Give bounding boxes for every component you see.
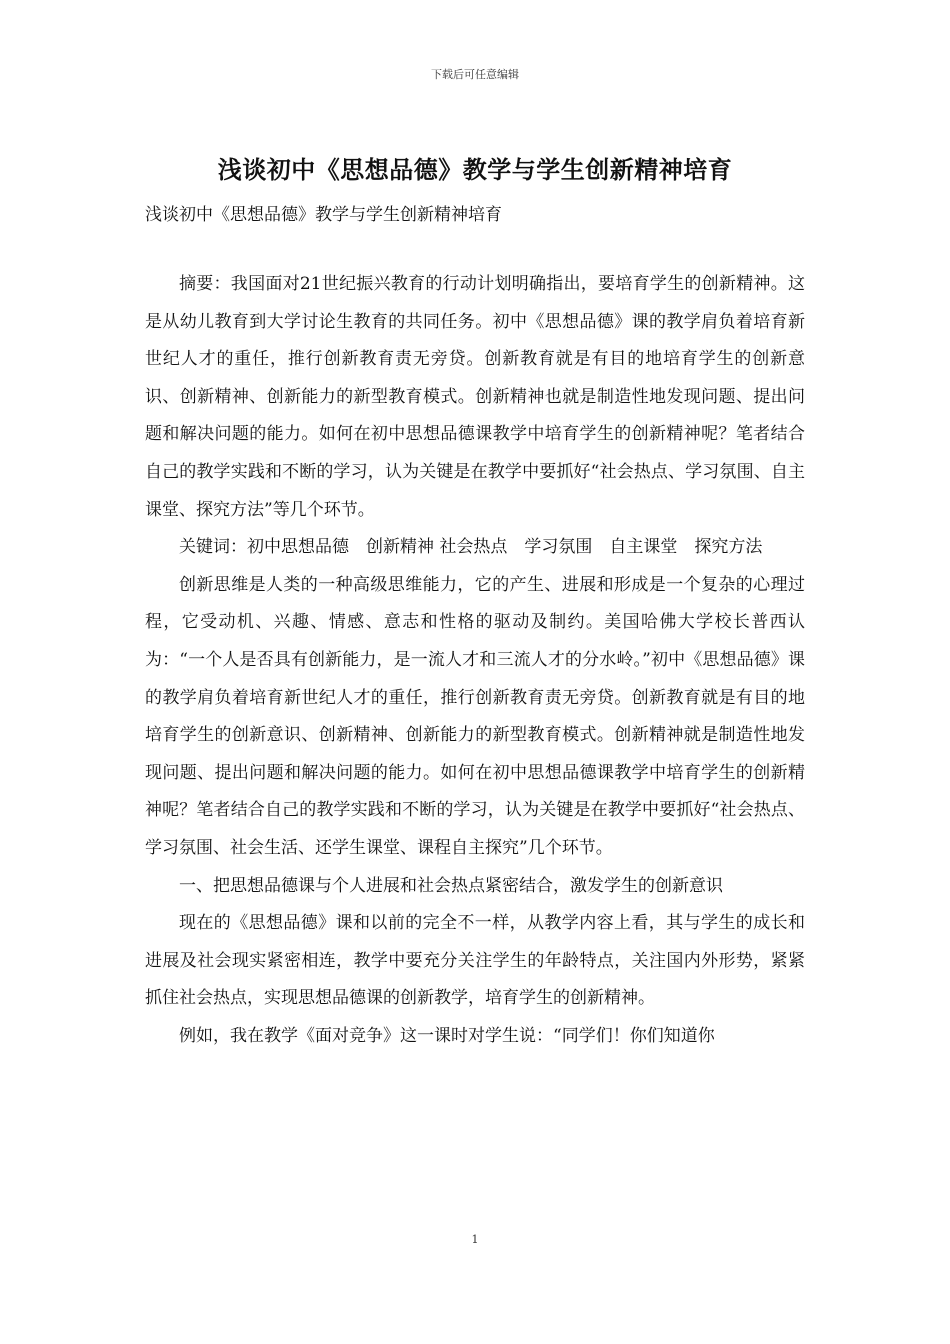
document-title: 浅谈初中《思想品德》教学与学生创新精神培育 [217, 155, 733, 184]
header-note: 下载后可任意编辑 [431, 68, 519, 81]
document-body [145, 266, 805, 1055]
abstract-paragraph: 摘要：我国面对21世纪振兴教育的行动计划明确指出，要培育学生的创新精神。这是从幼儿教育到大学讨论生教育的共同任务。初中《思想品德》课的教学肩负着培育新世纪人才的重任，推行创新教育责无旁贷。创新教育就是有目的地培育学生的创新意识、创新精神、创新能力的新型教育模式。创新精神也就是制造性地发现问题、提出问题和解决问题的能力。如何在初中思想品德课教学中培育学生的创新精神呢？笔者结合自己的教学实践和不断的学习，认为关键是在教学中要抓好“社会热点、学习氛围、自主课堂、探究方法”等几个环节。 [145, 274, 805, 520]
document-subtitle: 浅谈初中《思想品德》教学与学生创新精神培育 [145, 205, 502, 225]
page-number: 1 [471, 1233, 479, 1246]
keywords-paragraph: 关键词：初中思想品德 创新精神 社会热点 学习氛围 自主课堂 探究方法 [179, 537, 763, 558]
section-heading: 一、把思想品德课与个人进展和社会热点紧密结合，激发学生的创新意识 [179, 875, 723, 896]
body-paragraph: 现在的《思想品德》课和以前的完全不一样，从教学内容上看，其与学生的成长和进展及社会现实紧密相连，教学中要充分关注学生的年龄特点，关注国内外形势，紧紧抓住社会热点，实现思想品德课的创新教学，培育学生的创新精神。 [145, 913, 805, 1009]
intro-paragraph: 创新思维是人类的一种高级思维能力，它的产生、进展和形成是一个复杂的心理过程，它受动机、兴趣、情感、意志和性格的驱动及制约。美国哈佛大学校长普西认为：“一个人是否具有创新能力，是一流人才和三流人才的分水岭。”初中《思想品德》课的教学肩负着培育新世纪人才的重任，推行创新教育责无旁贷。创新教育就是有目的地培育学生的创新意识、创新精神、创新能力的新型教育模式。创新精神就是制造性地发现问题、提出问题和解决问题的能力。如何在初中思想品德课教学中培育学生的创新精神呢？笔者结合自己的教学实践和不断的学习，认为关键是在教学中要抓好“社会热点、学习氛围、社会生活、还学生课堂、课程自主探究”几个环节。 [145, 574, 805, 858]
body-paragraph: 例如，我在教学《面对竞争》这一课时对学生说：“同学们！你们知道你 [179, 1025, 715, 1046]
